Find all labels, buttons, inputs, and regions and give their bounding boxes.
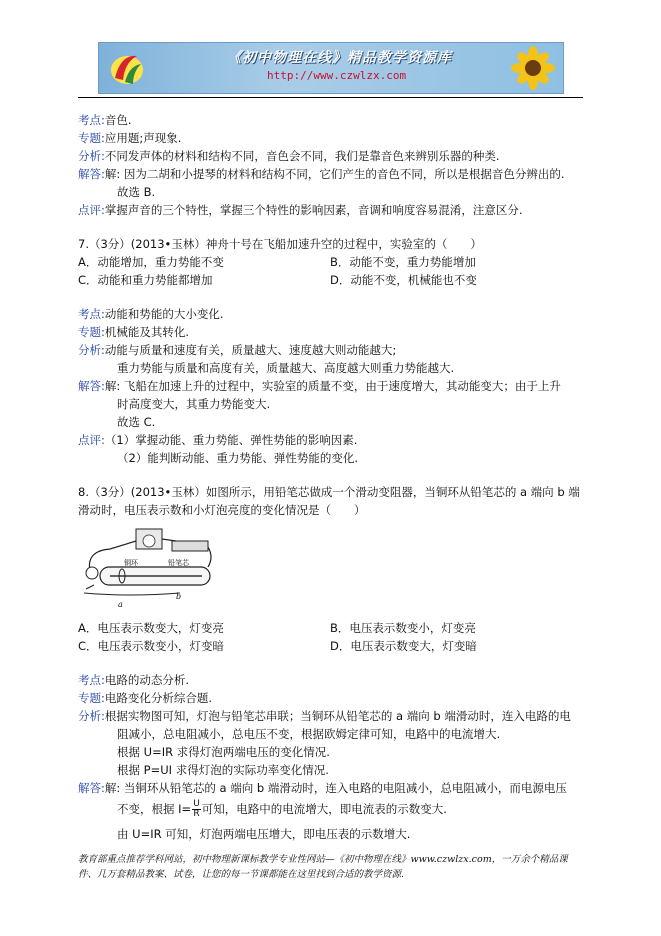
kaodian-label: 考点: (78, 673, 105, 687)
fraction-denominator: R (193, 809, 200, 819)
zhuanti-label: 专题: (78, 131, 105, 145)
copper-ring-label: 铜环 (124, 559, 138, 567)
q8-jieda-3: 由 U=IR 可知，灯泡两端电压增大，即电压表的示数增大. (117, 827, 411, 841)
q7-kaodian: 动能和势能的大小变化. (104, 307, 224, 321)
q8-jieda-2a: 不变，根据 I= (117, 802, 192, 816)
q7-option-d: D．动能不变，机械能也不变 (330, 273, 477, 287)
q7-option-b: B．动能不变，重力势能增加 (330, 255, 476, 269)
q8-option-a: A．电压表示数变大，灯变亮 (78, 621, 224, 635)
q7-zhuanti-row (78, 324, 189, 340)
jieda-label: 解答: (78, 167, 105, 181)
q8-kaodian: 电路的动态分析. (104, 673, 190, 687)
kaodian-label: 考点: (78, 307, 105, 321)
q7-dianping-2: （2）能判断动能、重力势能、弹性势能的变化. (117, 451, 358, 465)
q8-jieda-1: 解: 当铜环从铅笔芯的 a 端向 b 端滑动时，连入电路的电阻减小，总电阻减小，而电源电压 (104, 781, 567, 795)
zhuanti-label: 专题: (78, 691, 105, 705)
q7-fenxi-1: 动能与质量和速度有关，质量越大、速度越大则动能越大; (104, 343, 397, 357)
lead-core-label: 铅笔芯 (168, 559, 189, 567)
sunflower-icon (507, 45, 559, 91)
q6-kaodian-row (78, 112, 132, 128)
fenxi-label: 分析: (78, 343, 105, 357)
banner-title: 《初中物理在线》精品教学资源库 (227, 50, 452, 66)
q6-jieda: 解: 因为二胡和小提琴的材料和结构不同，它们产生的音色不同，所以是根据音色分辨出的. (104, 167, 565, 181)
q7-jieda-1: 解: 飞船在加速上升的过程中，实验室的质量不变，由于速度增大，其动能变大；由于上升 (104, 379, 561, 393)
fraction-numerator: U (193, 799, 200, 809)
q7-fenxi-2: 重力势能与质量和高度有关，质量越大、高度越大则重力势能越大. (117, 361, 455, 375)
q8-stem-1: 8.（3分）(2013•玉林）如图所示，用铅笔芯做成一个滑动变阻器，当铜环从铅笔芯的 a 端向 b 端 (78, 485, 580, 499)
q8-fenxi-3: 根据 U=IR 求得灯泡两端电压的变化情况. (117, 745, 330, 759)
q7-jieda-2: 时高度变大，其重力势能变大. (117, 397, 271, 411)
q7-jieda-row (78, 378, 561, 394)
q7-stem: 7.（3分）(2013•玉林）神舟十号在飞船加速升空的过程中，实验室的（ ） (78, 237, 482, 251)
q8-jieda-2b: 可知，电路中的电流增大，即电流表的示数变大. (201, 802, 447, 816)
q6-answer: 故选 B. (117, 185, 156, 199)
fenxi-label: 分析: (78, 709, 105, 723)
jieda-label: 解答: (78, 781, 105, 795)
banner-url[interactable]: http://www.czwlzx.com (267, 69, 407, 82)
fenxi-label: 分析: (78, 149, 105, 163)
q6-jieda-row (78, 166, 565, 182)
zhuanti-label: 专题: (78, 325, 105, 339)
fraction-u-over-r (192, 800, 201, 819)
q8-fenxi-1: 根据实物图可知，灯泡与铅笔芯串联；当铜环从铅笔芯的 a 端向 b 端滑动时，连入电路的电 (104, 709, 571, 723)
q8-option-c: C．电压表示数变小，灯变暗 (78, 639, 225, 653)
point-a-label: a (118, 600, 123, 609)
kaodian-label: 考点: (78, 113, 105, 127)
q7-dianping-1: （1）掌握动能、重力势能、弹性势能的影响因素. (104, 433, 358, 447)
q8-fenxi-4: 根据 P=UI 求得灯泡的实际功率变化情况. (117, 763, 329, 777)
q8-fenxi-row (78, 708, 571, 724)
footer-line-2: 件、几万套精品教案、试卷，让您的每一节课都能在这里找到合适的教学资源. (78, 869, 405, 880)
q7-option-c: C．动能和重力势能都增加 (78, 273, 213, 287)
dianping-label: 点评: (78, 433, 105, 447)
q7-answer: 故选 C. (117, 415, 156, 429)
footer-line-1: 教育部重点推荐学科网站，初中物理新课标教学专业性网站—《初中物理在线》www.czwlzx.com，一万余个精品课 (78, 854, 568, 865)
q7-fenxi-row (78, 342, 396, 358)
q6-fenxi-row (78, 148, 500, 164)
q7-kaodian-row (78, 306, 224, 322)
q7-zhuanti: 机械能及其转化. (104, 325, 190, 339)
site-logo-icon (107, 48, 147, 88)
q7-option-a: A．动能增加，重力势能不变 (78, 255, 224, 269)
point-b-label: b (176, 592, 182, 601)
q8-option-d: D．电压表示数变大，灯变暗 (330, 639, 477, 653)
q6-fenxi: 不同发声体的材料和结构不同，音色会不同，我们是靠音色来辨别乐器的种类. (104, 149, 500, 163)
q8-stem-2: 滑动时，电压表示数和小灯泡亮度的变化情况是（ ） (78, 503, 366, 517)
circuit-figure (80, 527, 216, 611)
header-rule (78, 97, 583, 98)
header-banner (98, 42, 564, 94)
q8-zhuanti: 电路变化分析综合题. (104, 691, 213, 705)
page-footer (78, 852, 583, 882)
dianping-label: 点评: (78, 203, 105, 217)
q8-jieda-2 (117, 800, 447, 819)
q8-zhuanti-row (78, 690, 212, 706)
q8-kaodian-row (78, 672, 189, 688)
q6-zhuanti: 应用题;声现象. (104, 131, 182, 145)
q7-dianping-row (78, 432, 357, 448)
q8-option-b: B．电压表示数变小，灯变亮 (330, 621, 476, 635)
q6-dianping-row (78, 202, 523, 218)
jieda-label: 解答: (78, 379, 105, 393)
q6-dianping: 掌握声音的三个特性，掌握三个特性的影响因素，音调和响度容易混淆，注意区分. (104, 203, 523, 217)
q8-fenxi-2: 阻减小，总电阻减小，总电压不变，根据欧姆定律可知，电路中的电流增大. (117, 727, 501, 741)
q6-kaodian: 音色. (104, 113, 132, 127)
q8-jieda-row (78, 780, 567, 796)
q6-zhuanti-row (78, 130, 181, 146)
